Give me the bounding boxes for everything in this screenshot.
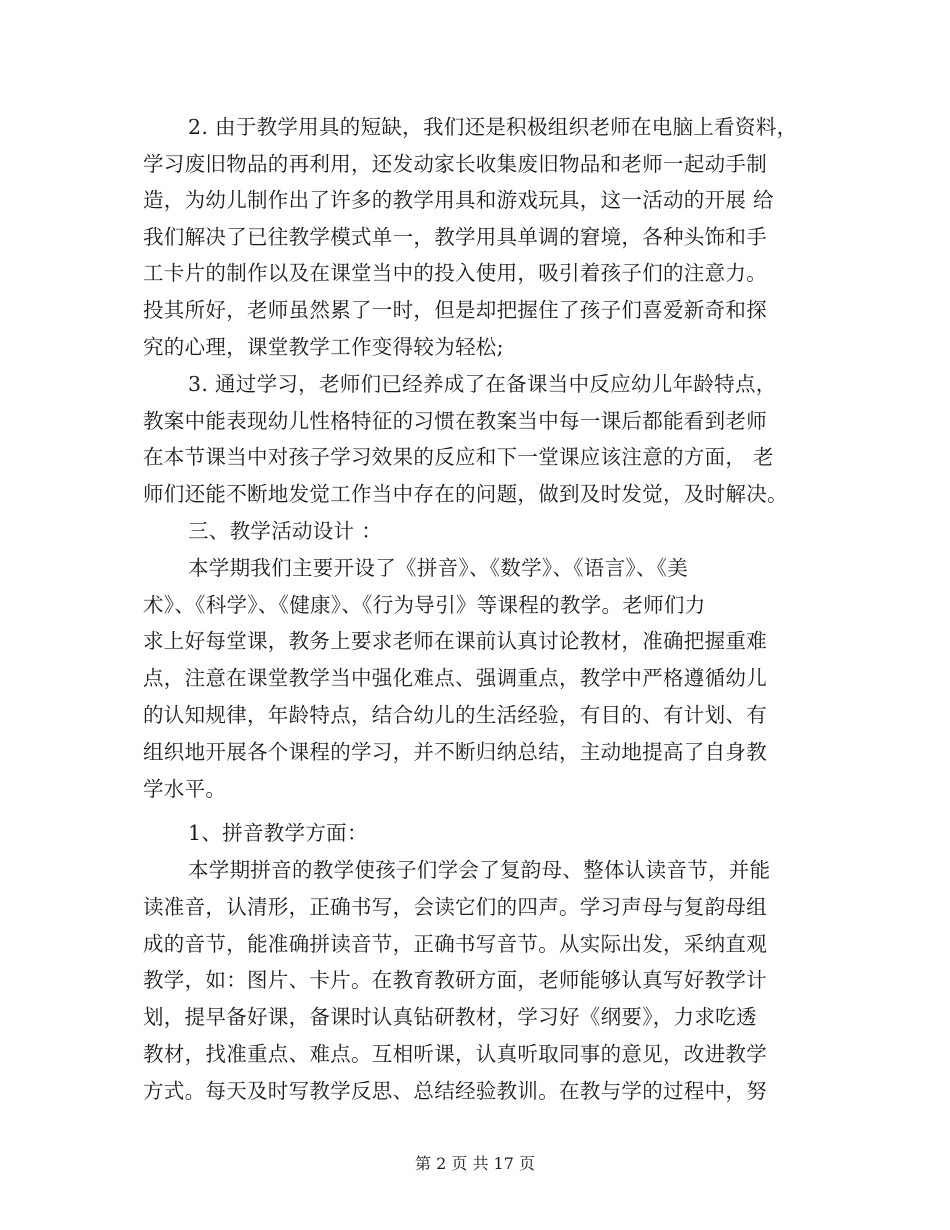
text-line: 究的心理，课堂教学工作变得较为轻松; xyxy=(143,335,504,359)
text-line: 投其所好，老师虽然累了一时，但是却把握住了孩子们喜爱新奇和探 xyxy=(143,298,767,322)
section-heading: 三、教学活动设计 ： xyxy=(188,519,383,543)
page-number: 第 2 页 共 17 页 xyxy=(415,1154,535,1173)
text-line: 术》、《科学》、《健康》、《行为导引》等课程的教学。老师们力 xyxy=(143,593,706,617)
text-line: 点，注意在课堂教学当中强化难点、强调重点，教学中严格遵循幼儿 xyxy=(143,666,767,690)
text-line: 本学期拼音的教学使孩子们学会了复韵母、整体认读音节，并能 xyxy=(188,858,771,882)
text-line: 2. 由于教学用具的短缺，我们还是积极组织老师在电脑上看资料， xyxy=(188,115,798,139)
text-line: 成的音节，能准确拼读音节，正确书写音节。从实际出发，采纳直观 xyxy=(143,932,767,956)
text-line: 在本节课当中对孩子学习效果的反应和下一堂课应该注意的方面， 老 xyxy=(143,445,774,469)
text-line: 划，提早备好课，备课时认真钻研教材，学习好《纲要》，力求吃透 xyxy=(143,1005,757,1029)
text-line: 方式。每天及时写教学反思、总结经验教训。在教与学的过程中，努 xyxy=(143,1079,767,1103)
text-line: 教材，找准重点、难点。互相听课，认真听取同事的意见，改进教学 xyxy=(143,1042,767,1066)
text-line: 组织地开展各个课程的学习，并不断归纳总结，主动地提高了自身教 xyxy=(143,740,767,764)
text-line: 本学期我们主要开设了《拼音》、《数学》、《语言》、《美 xyxy=(188,556,689,580)
text-line: 读准音，认清形，正确书写，会读它们的四声。学习声母与复韵母组 xyxy=(143,895,767,919)
subsection-heading: 1、拼音教学方面： xyxy=(188,821,368,845)
text-line: 师们还能不断地发觉工作当中存在的问题，做到及时发觉，及时解决。 xyxy=(143,482,788,506)
text-line: 工卡片的制作以及在课堂当中的投入使用，吸引着孩子们的注意力。 xyxy=(143,261,767,285)
text-line: 3. 通过学习，老师们已经养成了在备课当中反应幼儿年龄特点， xyxy=(188,372,777,396)
text-line: 学习废旧物品的再利用，还发动家长收集废旧物品和老师一起动手制 xyxy=(143,152,767,176)
text-line: 求上好每堂课，教务上要求老师在课前认真讨论教材，准确把握重难 xyxy=(143,629,767,653)
text-line: 造，为幼儿制作出了许多的教学用具和游戏玩具，这一活动的开展 给 xyxy=(143,188,774,212)
text-line: 我们解决了已往教学模式单一，教学用具单调的窘境，各种头饰和手 xyxy=(143,225,767,249)
text-line: 教学，如：图片、卡片。在教育教研方面，老师能够认真写好教学计 xyxy=(143,968,767,992)
text-line: 的认知规律，年龄特点，结合幼儿的生活经验，有目的、有计划、有 xyxy=(143,703,767,727)
text-line: 教案中能表现幼儿性格特征的习惯在教案当中每一课后都能看到老师 xyxy=(143,409,767,433)
text-line: 学水平。 xyxy=(143,777,227,801)
